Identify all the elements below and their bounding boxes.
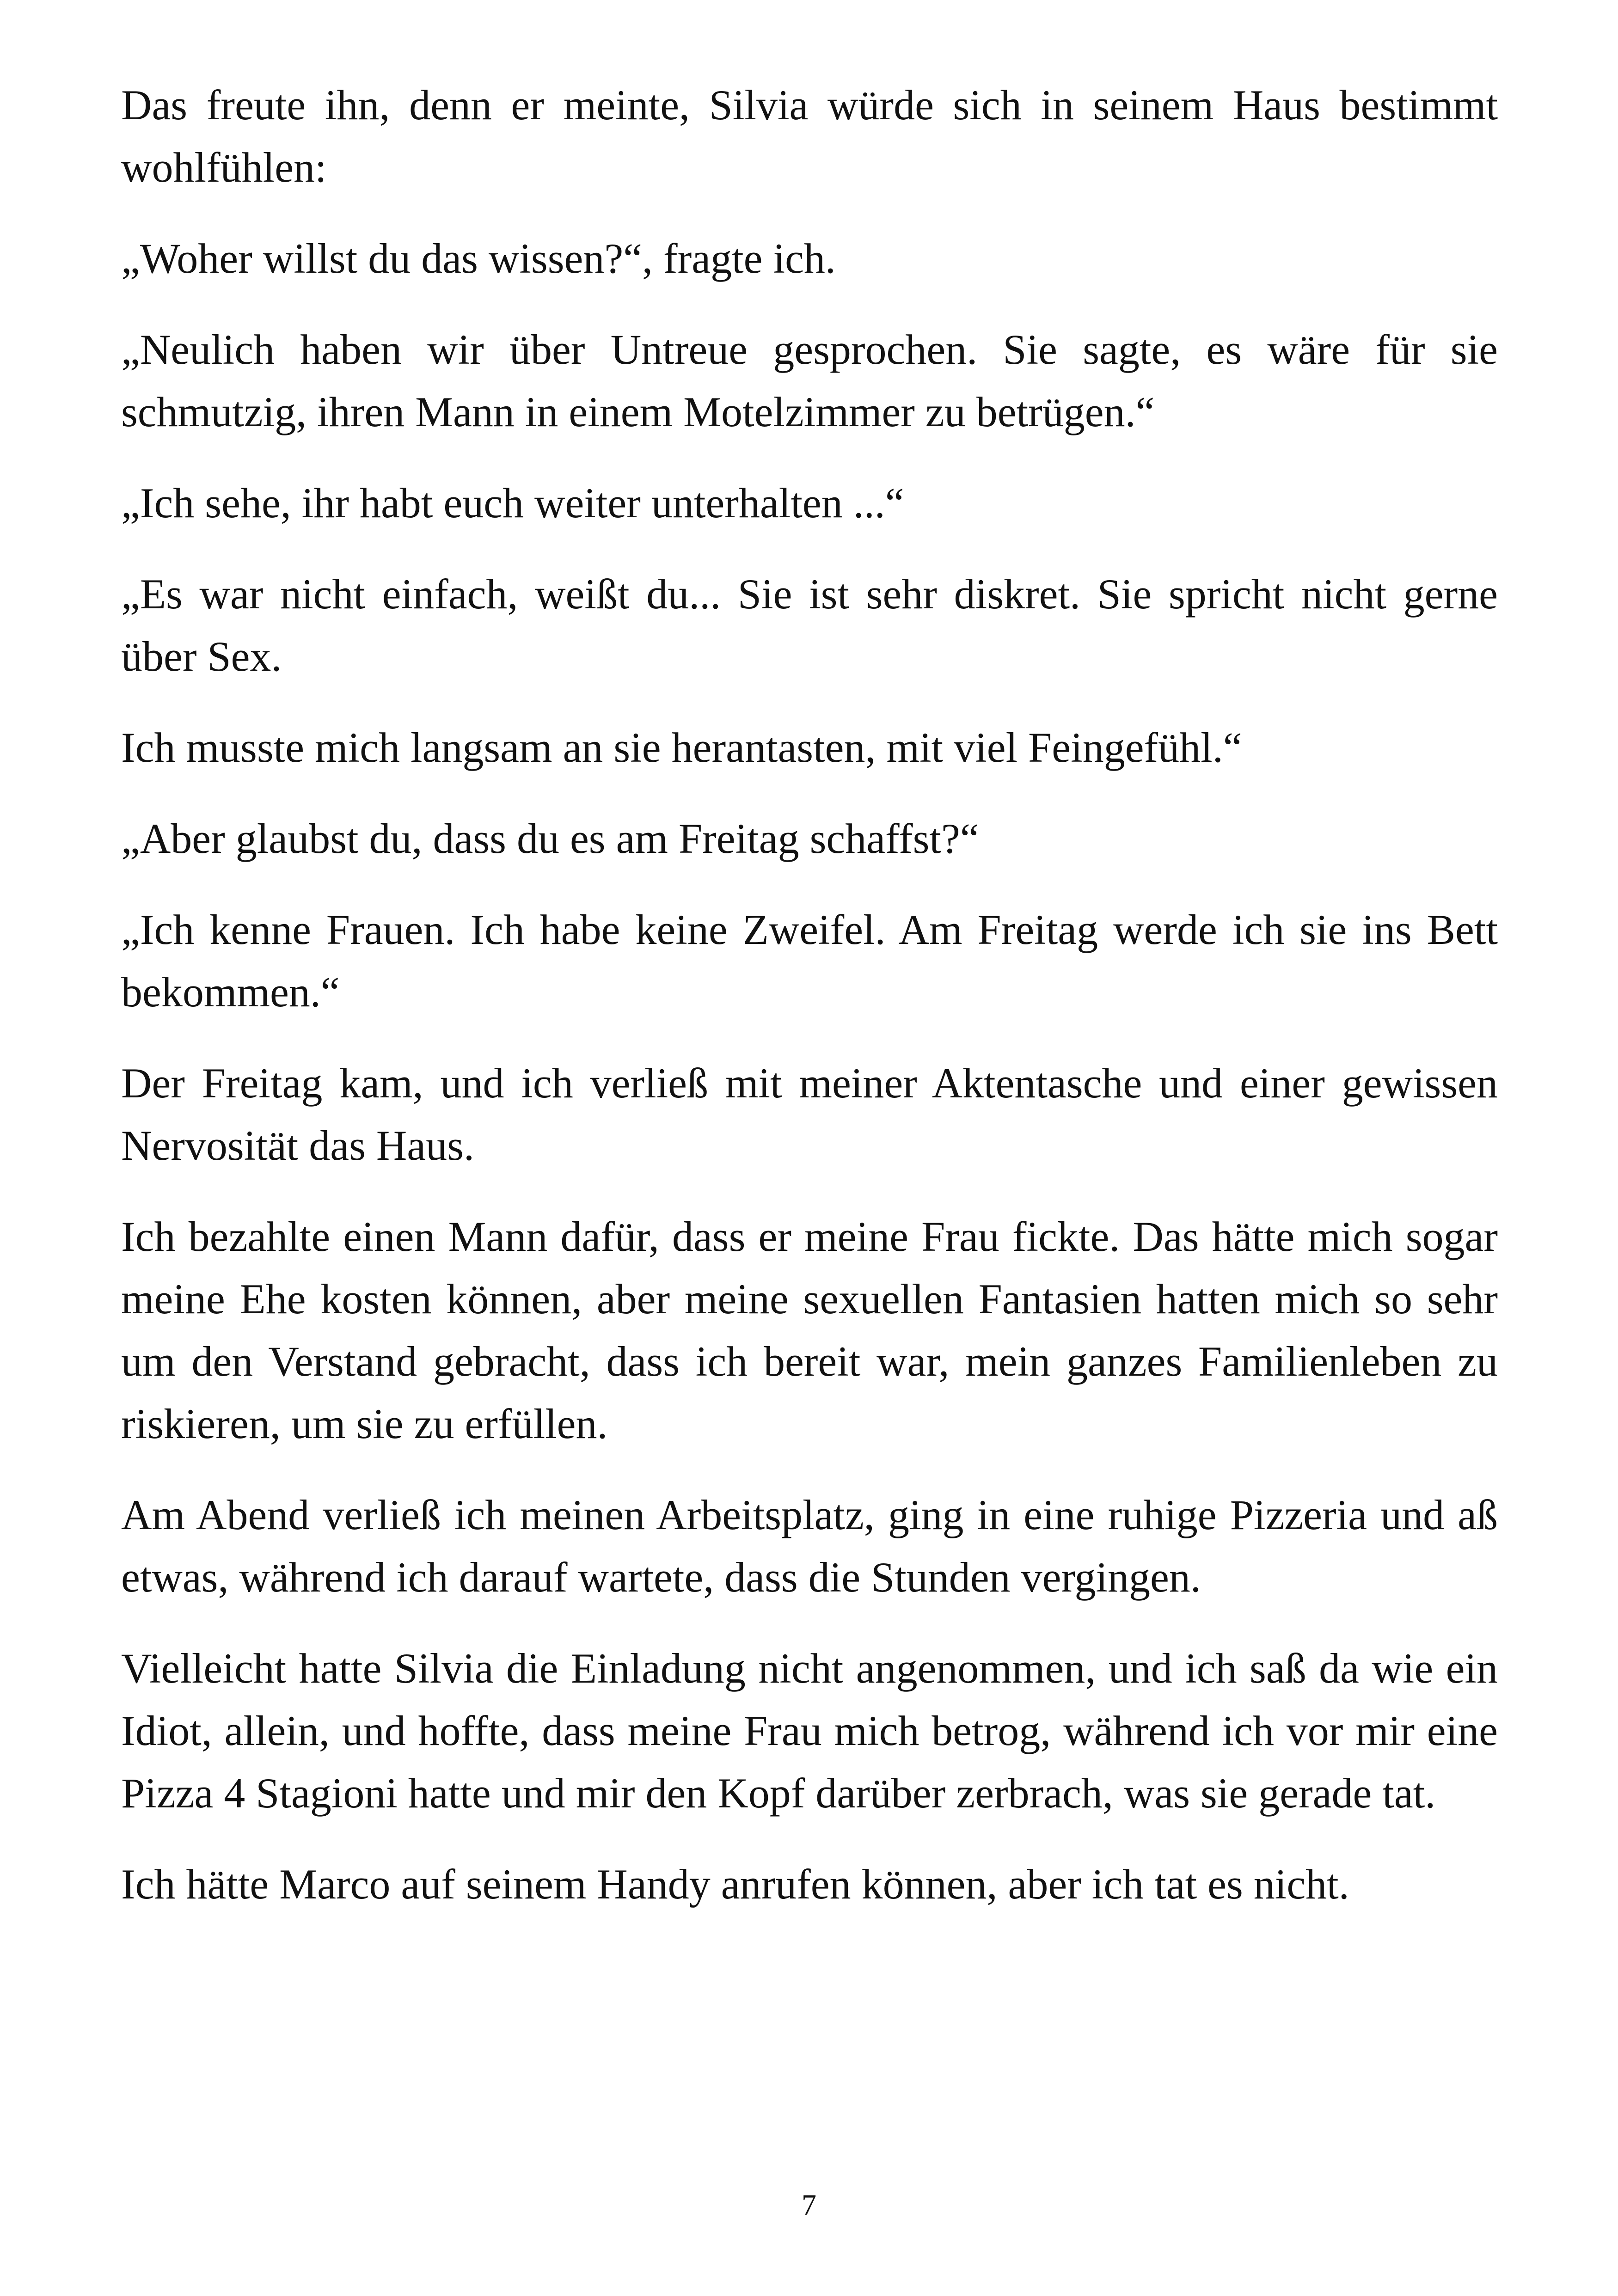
paragraph: „Aber glaubst du, dass du es am Freitag schaffst?“	[121, 815, 979, 862]
page-number: 7	[802, 2188, 816, 2221]
paragraph: Der Freitag kam, und ich verließ mit meiner Aktentasche und einer gewissen Nervosität das Haus.	[121, 1059, 1498, 1169]
paragraph: „Woher willst du das wissen?“, fragte ich.	[121, 235, 836, 282]
paragraph: Das freute ihn, denn er meinte, Silvia würde sich in seinem Haus bestimmt wohlfühlen:	[121, 81, 1498, 191]
paragraph: „Neulich haben wir über Untreue gesprochen. Sie sagte, es wäre für sie schmutzig, ihren Mann in einem Motelzimmer zu betrügen.“	[121, 326, 1498, 435]
paragraph: Am Abend verließ ich meinen Arbeitsplatz, ging in eine ruhige Pizzeria und aß etwas, während ich darauf wartete, dass die Stunden vergingen.	[121, 1491, 1498, 1601]
paragraph: Ich musste mich langsam an sie herantasten, mit viel Feingefühl.“	[121, 724, 1242, 771]
paragraph: Vielleicht hatte Silvia die Einladung nicht angenommen, und ich saß da wie ein Idiot, allein, und hoffte, dass meine Frau mich betrog, während ich vor mir eine Pizza 4 Stagioni hatte und mir den Kopf darüber zerbrach, was sie gerade tat.	[121, 1645, 1498, 1817]
paragraph: „Ich sehe, ihr habt euch weiter unterhalten ...“	[121, 479, 904, 527]
paragraph: Ich bezahlte einen Mann dafür, dass er meine Frau fickte. Das hätte mich sogar meine Ehe kosten können, aber meine sexuellen Fantasien hatten mich so sehr um den Verstand gebracht, dass ich bereit war, mein ganzes Familienleben zu riskieren, um sie zu erfüllen.	[121, 1213, 1498, 1447]
paragraph: Ich hätte Marco auf seinem Handy anrufen können, aber ich tat es nicht.	[121, 1861, 1349, 1908]
page-body	[121, 74, 1498, 1916]
paragraph: „Es war nicht einfach, weißt du... Sie ist sehr diskret. Sie spricht nicht gerne über Sex.	[121, 570, 1498, 680]
paragraph: „Ich kenne Frauen. Ich habe keine Zweifel. Am Freitag werde ich sie ins Bett bekommen.“	[121, 906, 1498, 1016]
